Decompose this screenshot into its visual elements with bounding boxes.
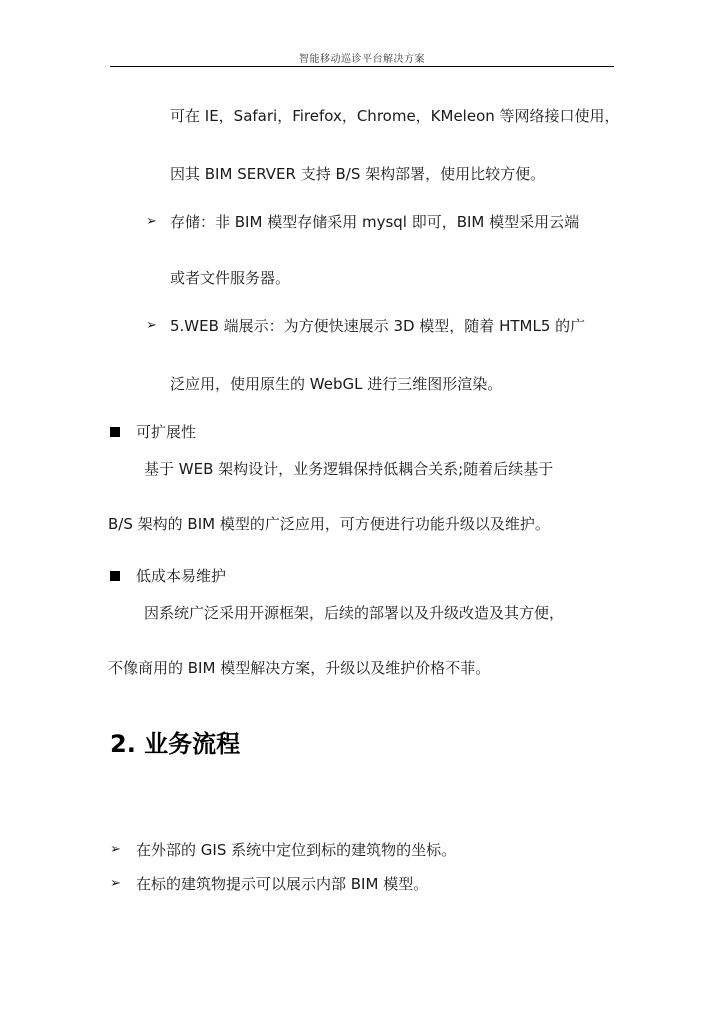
body-line: 不像商用的 BIM 模型解决方案，升级以及维护价格不菲。 [108,659,491,677]
body-line: 因系统广泛采用开源框架，后续的部署以及升级改造及其方便， [144,604,565,622]
bullet-item-storage: 存储：非 BIM 模型存储采用 mysql 即可，BIM 模型采用云端 [170,213,580,231]
body-line: 基于 WEB 架构设计，业务逻辑保持低耦合关系;随着后续基于 [144,460,554,478]
process-item: 在外部的 GIS 系统中定位到标的建筑物的坐标。 [136,841,457,859]
header-title: 智能移动巡诊平台解决方案 [299,54,425,65]
arrow-bullet-icon: ➢ [110,842,121,857]
section-heading: 2. 业务流程 [110,730,241,758]
process-item: 在标的建筑物提示可以展示内部 BIM 模型。 [136,875,429,893]
arrow-bullet-icon: ➢ [110,876,121,891]
arrow-bullet-icon: ➢ [146,318,157,333]
body-line: 或者文件服务器。 [170,269,291,287]
square-bullet-icon [110,566,120,581]
square-bullet-icon [110,422,120,437]
body-line: B/S 架构的 BIM 模型的广泛应用，可方便进行功能升级以及维护。 [108,515,550,533]
arrow-bullet-icon: ➢ [146,214,157,229]
body-line: 泛应用，使用原生的 WebGL 进行三维图形渲染。 [170,375,503,393]
header-rule [110,66,614,67]
section-title-extensibility: 可扩展性 [136,423,197,441]
body-line: 因其 BIM SERVER 支持 B/S 架构部署，使用比较方便。 [170,165,546,183]
section-title-low-cost: 低成本易维护 [136,567,227,585]
bullet-item-web-display: 5.WEB 端展示：为方便快速展示 3D 模型，随着 HTML5 的广 [170,317,586,335]
body-line: 可在 IE，Safari，Firefox，Chrome，KMeleon 等网络接口使用， [170,107,620,125]
